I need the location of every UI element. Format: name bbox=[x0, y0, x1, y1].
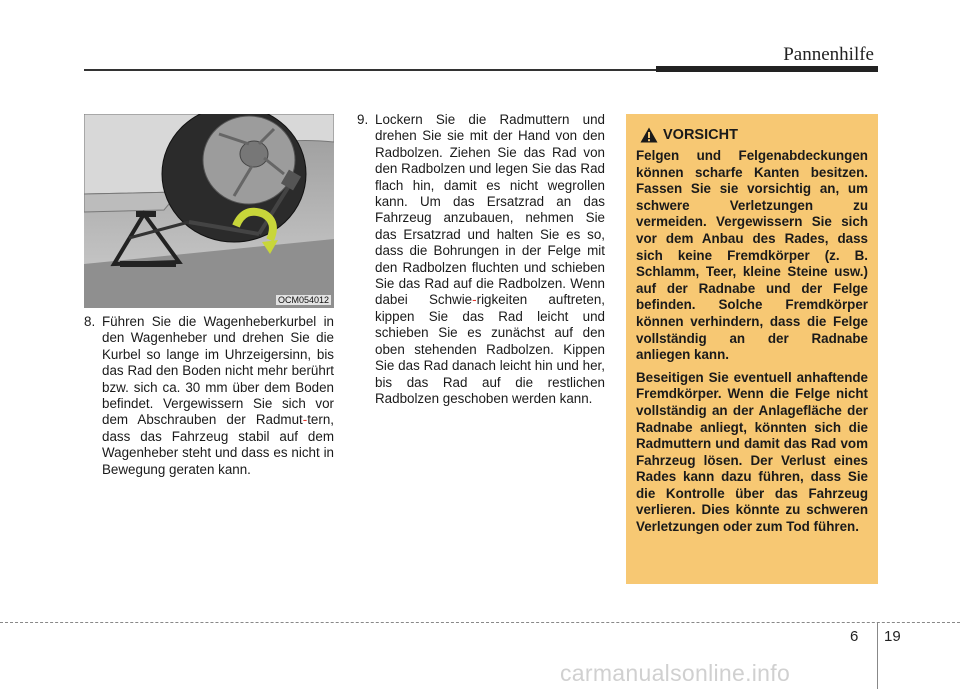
step-text-part: rigkeiten auftreten, kippen Sie das Rad leicht und schieben Sie es zunächst auf den oben stehenden Radbolzen. Kippen Sie das Rad danach leicht hin und her, bis das Rad auf die restlichen Radbolzen geschoben werden kann. bbox=[375, 292, 605, 406]
jack-figure bbox=[84, 114, 334, 308]
watermark: carmanualsonline.info bbox=[560, 660, 791, 686]
caution-paragraph: Felgen und Felgenabdeckungen können scharfe Kanten besitzen. Fassen Sie sie vorsichtig an, um schwere Verletzungen zu vermeiden. Vergewissern Sie sich vor dem Anbau des Rades, dass sich keine Fremdkörper (z. B. Schlamm, Teer, kleine Steine usw.) auf der Radnabe und der Felge befinden. Solche Fremdkörper können verhindern, dass die Felge vollständig an der Radnabe anliegen kann. bbox=[636, 148, 868, 363]
page-separator bbox=[877, 622, 878, 689]
step-text bbox=[84, 314, 334, 478]
caution-paragraph: Beseitigen Sie eventuell anhaftende Fremdkörper. Wenn die Felge nicht vollständig an der Anlagefläche der Radnabe anliegt, könnten sich die Radmuttern und damit das Rad vom Fahrzeug lösen. Der Verlust eines Rades kann dazu führen, dass Sie die Kontrolle über das Fahrzeug verlieren. Dies könnte zu schweren Verletzungen oder zum Tod führen. bbox=[636, 369, 868, 535]
step-text bbox=[357, 112, 605, 407]
section-title: Pannenhilfe bbox=[783, 44, 874, 65]
footer-rule bbox=[0, 622, 960, 623]
step-9 bbox=[357, 112, 605, 407]
step-number: 9. bbox=[357, 112, 369, 127]
hyphen: - bbox=[302, 412, 308, 428]
warning-triangle-icon bbox=[640, 127, 658, 143]
header-rule-accent bbox=[656, 66, 878, 72]
caution-header bbox=[640, 124, 868, 146]
header-rule bbox=[84, 69, 660, 71]
step-text-part: tern, dass das Fahrzeug stabil auf dem Wagenheber steht und dass es nicht in Bewegung geraten kann. bbox=[102, 412, 334, 477]
step-text-part: Führen Sie die Wagenheberkurbel in den Wagenheber und drehen Sie die Kurbel so lange im Uhrzeigersinn, bis das Rad den Boden nicht mehr berührt bzw. sich ca. 30 mm über dem Boden befindet. Vergewissern Sie sich vor dem Abschrauben der Radmut bbox=[102, 314, 334, 428]
step-8 bbox=[84, 314, 334, 478]
figure-code: OCM054012 bbox=[277, 295, 329, 305]
page-number: 19 bbox=[884, 628, 901, 645]
tire-jack-illustration bbox=[84, 114, 334, 308]
step-number: 8. bbox=[84, 314, 96, 329]
chapter-number: 6 bbox=[850, 628, 859, 645]
caution-box bbox=[626, 114, 878, 584]
step-text-part: Lockern Sie die Radmuttern und drehen Sie sie mit der Hand von den Radbolzen. Ziehen Sie das Rad von den Radbolzen und legen Sie das Rad flach hin, damit es nicht wegrollen kann. Um das Ersatzrad an das Fahrzeug anzubauen, nehmen Sie das Ersatzrad und halten Sie es so, dass die Bohrungen in der Felge mit den Radbolzen fluchten und schieben Sie das Rad auf die Radbolzen. Wenn dabei Schwie bbox=[375, 112, 605, 308]
hyphen: - bbox=[472, 292, 477, 308]
caution-title: VORSICHT bbox=[663, 126, 738, 143]
